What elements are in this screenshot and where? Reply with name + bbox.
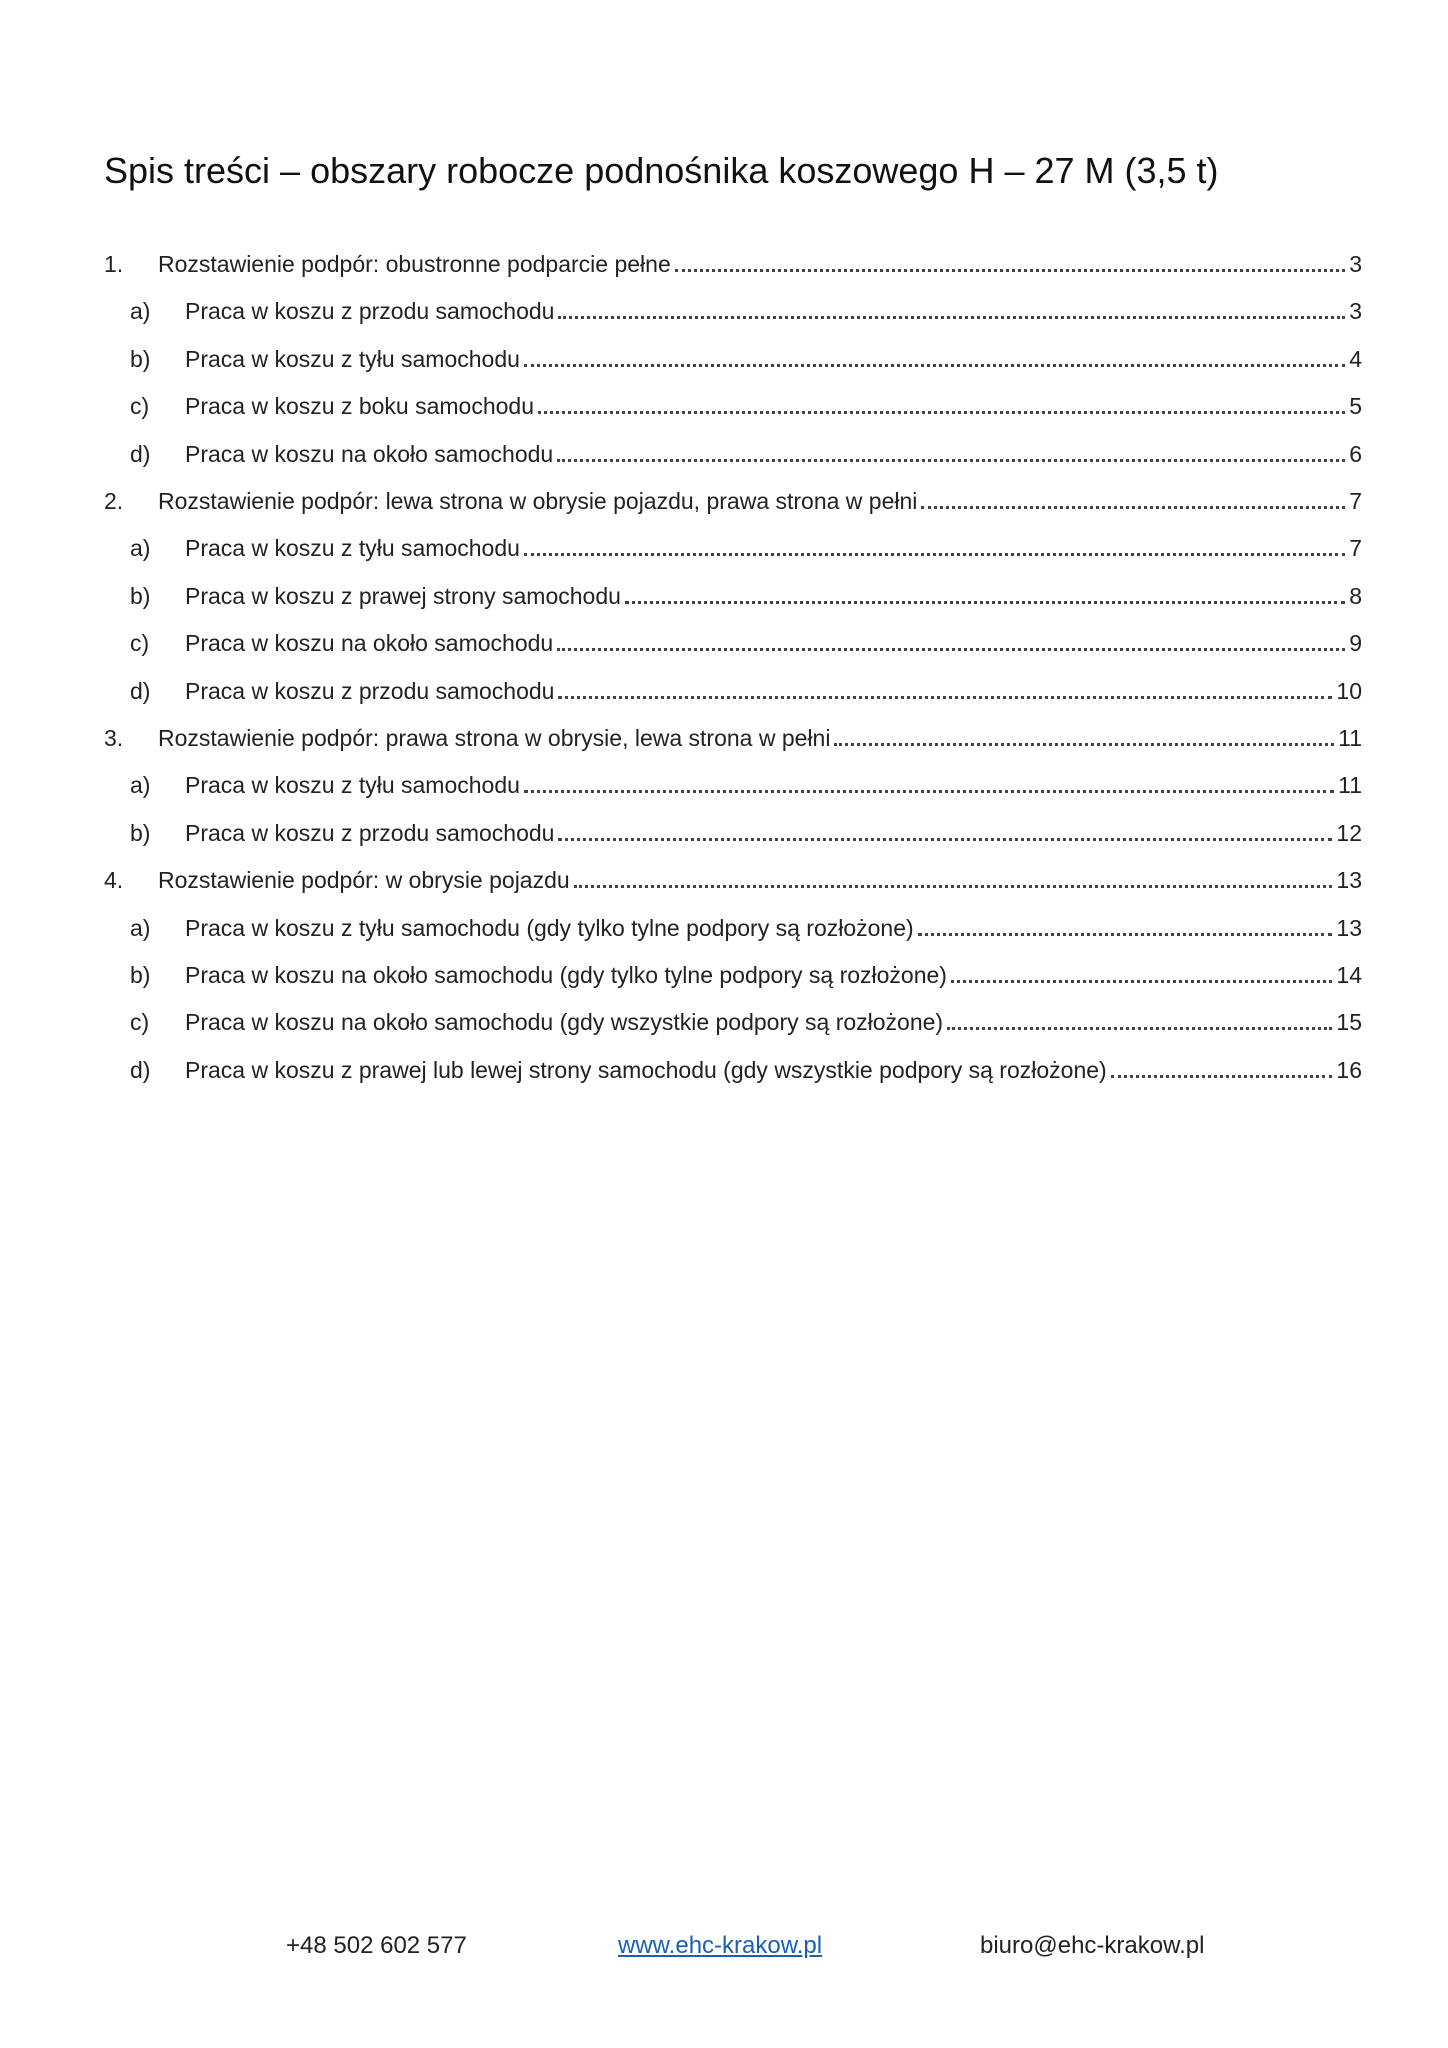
toc-entry-number: 2. <box>104 488 124 514</box>
toc-dot-leader <box>1111 1075 1333 1078</box>
toc-entry-page-number: 10 <box>1336 678 1362 704</box>
toc-entry-title: Rozstawienie podpór: prawa strona w obrysie, lewa strona w pełni <box>158 725 831 751</box>
toc-entry-title: Praca w koszu na około samochodu <box>185 441 554 467</box>
toc-entry[interactable] <box>130 624 1362 658</box>
toc-entry-page-number: 8 <box>1349 583 1362 609</box>
footer-phone: +48 502 602 577 <box>286 1932 467 1959</box>
toc-entry-number: c) <box>130 630 150 656</box>
toc-entry-number: d) <box>130 678 151 704</box>
toc-entry-page-number: 13 <box>1336 915 1362 941</box>
toc-entry-page-number: 9 <box>1349 630 1362 656</box>
toc-entry-title: Praca w koszu na około samochodu (gdy tylko tylne podpory są rozłożone) <box>185 962 947 988</box>
toc-entry-number: b) <box>130 820 151 846</box>
toc-entry-page-number: 13 <box>1336 867 1362 893</box>
toc-entry[interactable] <box>130 766 1362 800</box>
toc-entry[interactable] <box>130 814 1362 848</box>
toc-entry[interactable] <box>130 1003 1362 1037</box>
toc-entry-page-number: 3 <box>1349 298 1362 324</box>
footer-website-link[interactable]: www.ehc-krakow.pl <box>618 1932 823 1959</box>
toc-entry-page-number: 3 <box>1349 251 1362 277</box>
toc-dot-leader <box>538 411 1345 414</box>
toc-entry[interactable] <box>130 387 1362 421</box>
toc-dot-leader <box>558 316 1345 319</box>
toc-entry-title: Praca w koszu z przodu samochodu <box>185 298 555 324</box>
toc-entry-title: Praca w koszu z prawej lub lewej strony samochodu (gdy wszystkie podpory są rozłożone) <box>185 1057 1107 1083</box>
footer <box>0 1932 1448 1968</box>
toc-entry-title: Praca w koszu z tyłu samochodu <box>185 772 520 798</box>
toc-entry-number: a) <box>130 535 151 561</box>
page-title: Spis treści – obszary robocze podnośnika koszowego H – 27 M (3,5 t) <box>104 150 1219 191</box>
toc-dot-leader <box>947 1027 1332 1030</box>
toc-entry-page-number: 7 <box>1349 488 1362 514</box>
toc-entry-page-number: 5 <box>1349 393 1362 419</box>
toc-entry-number: b) <box>130 346 151 372</box>
toc-entry-number: 3. <box>104 725 124 751</box>
toc-entry[interactable] <box>130 577 1362 611</box>
toc-entry-number: b) <box>130 583 151 609</box>
toc-dot-leader <box>625 601 1345 604</box>
toc-entry[interactable] <box>104 861 1362 895</box>
toc-entry[interactable] <box>130 340 1362 374</box>
toc-entry-title: Praca w koszu z tyłu samochodu <box>185 535 520 561</box>
toc-dot-leader <box>524 364 1345 367</box>
toc-entry[interactable] <box>130 672 1362 706</box>
toc-entry-title: Praca w koszu na około samochodu (gdy wszystkie podpory są rozłożone) <box>185 1009 944 1035</box>
toc-dot-leader <box>574 885 1333 888</box>
toc-dot-leader <box>524 790 1334 793</box>
footer-email: biuro@ehc-krakow.pl <box>980 1932 1205 1959</box>
toc-dot-leader <box>951 980 1332 983</box>
toc-entry-page-number: 4 <box>1349 346 1362 372</box>
toc-entry-title: Praca w koszu na około samochodu <box>185 630 554 656</box>
toc-entry-title: Praca w koszu z przodu samochodu <box>185 820 555 846</box>
toc-entry-page-number: 11 <box>1338 772 1362 798</box>
toc-entry-page-number: 11 <box>1338 725 1362 751</box>
toc-entry-page-number: 7 <box>1349 535 1362 561</box>
toc-entry-page-number: 16 <box>1336 1057 1362 1083</box>
toc-entry-number: d) <box>130 441 151 467</box>
toc-entry[interactable] <box>130 529 1362 563</box>
toc-entry-number: a) <box>130 915 151 941</box>
toc-dot-leader <box>557 648 1345 651</box>
toc-entry-title: Rozstawienie podpór: lewa strona w obrysie pojazdu, prawa strona w pełni <box>158 488 918 514</box>
toc-entry-page-number: 12 <box>1336 820 1362 846</box>
toc-entry-title: Praca w koszu z przodu samochodu <box>185 678 555 704</box>
toc-entry-number: c) <box>130 1009 150 1035</box>
toc-dot-leader <box>675 269 1345 272</box>
toc-entry[interactable] <box>104 245 1362 279</box>
toc-entry[interactable] <box>104 719 1362 753</box>
toc-entry-number: c) <box>130 393 150 419</box>
toc-entry-title: Praca w koszu z prawej strony samochodu <box>185 583 621 609</box>
toc-entry-number: d) <box>130 1057 151 1083</box>
toc-dot-leader <box>524 553 1345 556</box>
toc-dot-leader <box>558 838 1332 841</box>
toc-entry-number: 1. <box>104 251 124 277</box>
toc-entry[interactable] <box>130 435 1362 469</box>
toc-entry-number: b) <box>130 962 151 988</box>
toc-entry[interactable] <box>104 482 1362 516</box>
toc-dot-leader <box>918 933 1333 936</box>
toc-entry[interactable] <box>130 909 1362 943</box>
toc-entry[interactable] <box>130 1051 1362 1085</box>
toc-entry[interactable] <box>130 956 1362 990</box>
toc-entry-page-number: 6 <box>1349 441 1362 467</box>
toc-entry-title: Rozstawienie podpór: obustronne podparcie pełne <box>158 251 671 277</box>
toc-entry-title: Praca w koszu z tyłu samochodu <box>185 346 520 372</box>
toc-dot-leader <box>921 506 1345 509</box>
toc-entry-page-number: 15 <box>1336 1009 1362 1035</box>
toc-entry-page-number: 14 <box>1336 962 1362 988</box>
toc-dot-leader <box>558 696 1332 699</box>
toc-entry[interactable] <box>130 292 1362 326</box>
toc-entry-number: a) <box>130 772 151 798</box>
toc-entry-title: Praca w koszu z tyłu samochodu (gdy tylko tylne podpory są rozłożone) <box>185 915 914 941</box>
toc-dot-leader <box>834 743 1334 746</box>
toc-dot-leader <box>557 459 1345 462</box>
toc-entry-number: a) <box>130 298 151 324</box>
toc-entry-number: 4. <box>104 867 124 893</box>
toc-entry-title: Rozstawienie podpór: w obrysie pojazdu <box>158 867 570 893</box>
toc-entry-title: Praca w koszu z boku samochodu <box>185 393 535 419</box>
